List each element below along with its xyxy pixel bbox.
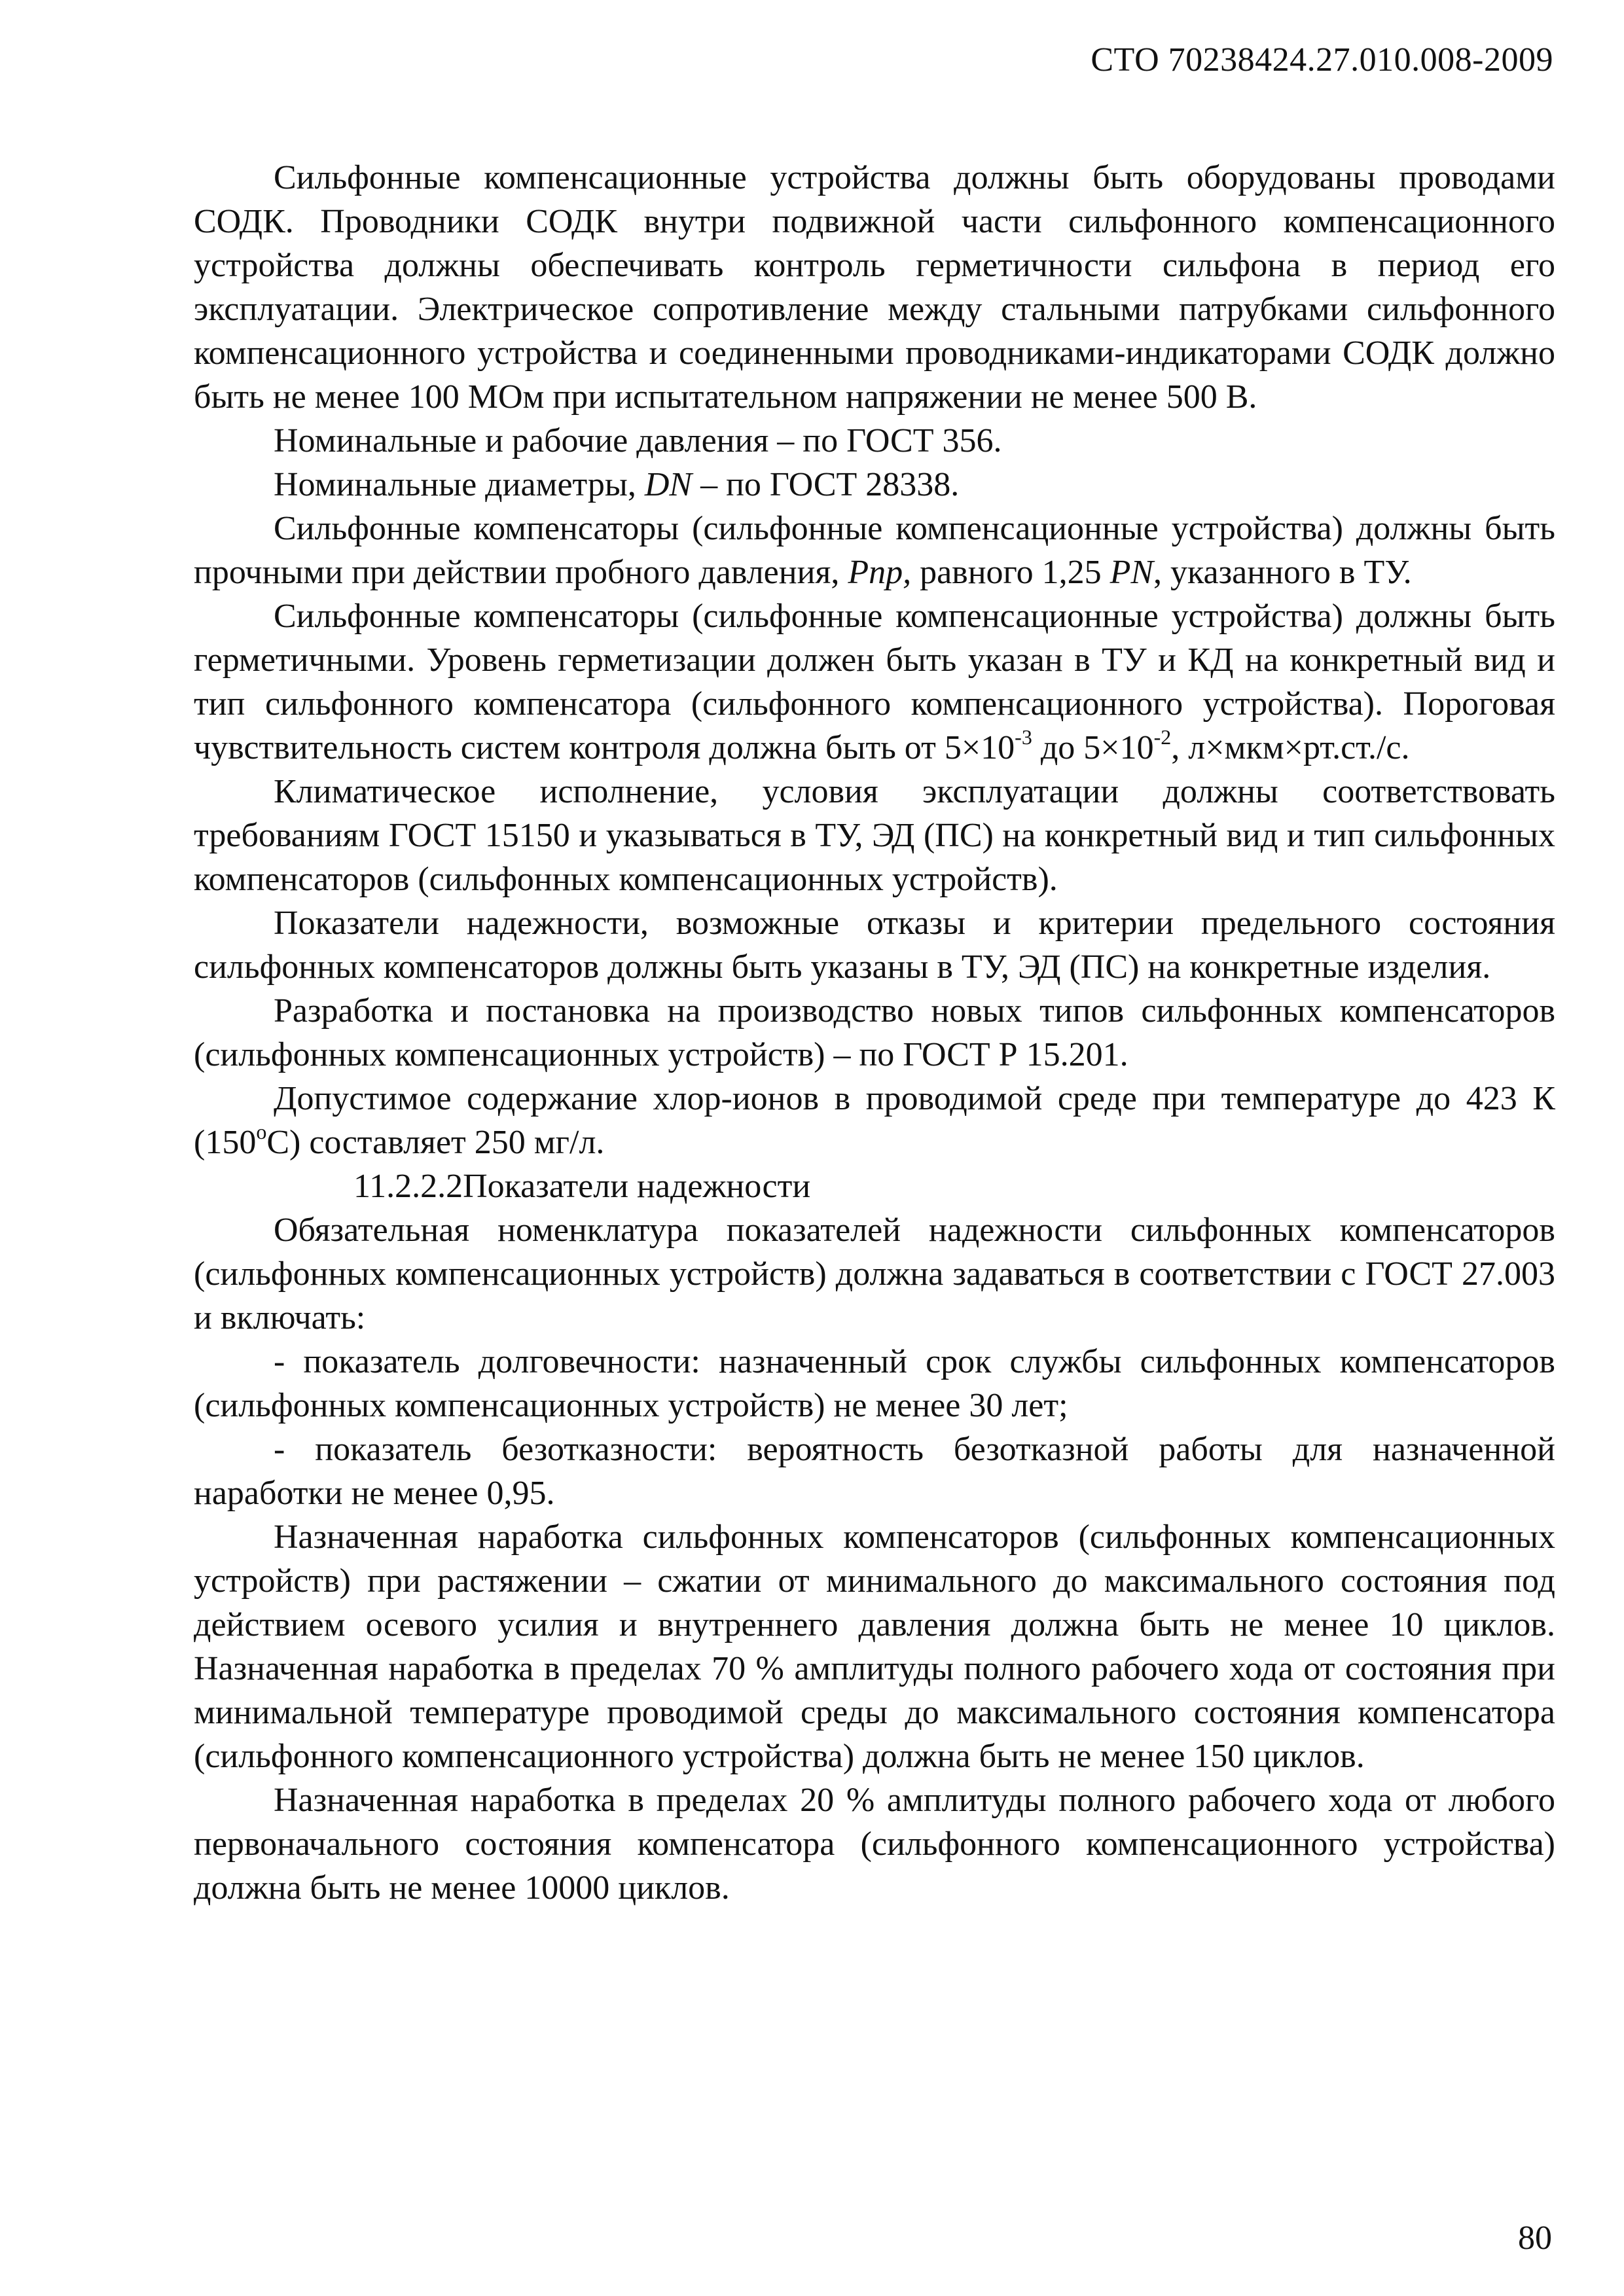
paragraph-text: , л×мкм×рт.ст./с. [1171,729,1410,766]
paragraph-nomenclature: Обязательная номенклатура показателей надежности сильфонных компенсаторов (сильфонных компенсационных устройств) должна задаваться в соответствии с ГОСТ 27.003 и включать: [194,1211,1555,1336]
document-code-header: СТО 70238424.27.010.008-2009 [1091,41,1553,79]
section-heading [194,1164,1555,1208]
pn-symbol: PN [1110,554,1154,591]
paragraph-sodk-wires: Сильфонные компенсационные устройства должны быть оборудованы проводами СОДК. Проводники СОДК внутри подвижной части сильфонного компенсационного устройства должны обеспечивать контроль герметичности сильфона в период его эксплуатации. Электрическое сопротивление между стальными патрубками сильфонного компенсационного устройства и соединенными проводниками-индикаторами СОДК должно быть не менее 100 МОм при испытательном напряжении не менее 500 В. [194,159,1555,416]
document-body [194,156,1555,1910]
paragraph-text: , указанного в ТУ. [1153,554,1412,591]
page-number: 80 [1518,2219,1552,2257]
paragraph-text: С) составляет 250 мг/л. [266,1124,605,1161]
paragraph-text: Допустимое содержание хлор-ионов в проводимой среде при температуре до 423 К (150 [194,1080,1555,1161]
paragraph-development: Разработка и постановка на производство новых типов сильфонных компенсаторов (сильфонных компенсационных устройств) – по ГОСТ Р 15.201. [194,992,1555,1073]
paragraph-assigned-operating-time: Назначенная наработка сильфонных компенсаторов (сильфонных компенсационных устройств) при растяжении – сжатии от минимального до максимального состояния под действием осевого усилия и внутреннего давления должна быть не менее 10 циклов. Назначенная наработка в пределах 70 % амплитуды полного рабочего хода от состояния при минимальной температуре проводимой среды до максимального состояния компенсатора (сильфонного компенсационного устройства) должна быть не менее 150 циклов. [194,1518,1555,1775]
exponent: -3 [1015,725,1032,749]
degree-superscript: о [256,1120,267,1143]
paragraph-chlorine [194,1077,1555,1164]
paragraph-text: до 5×10 [1032,729,1154,766]
list-item-durability: - показатель долговечности: назначенный срок службы сильфонных компенсаторов (сильфонных компенсационных устройств) не менее 30 лет; [194,1343,1555,1424]
dn-symbol: DN [644,466,693,503]
paragraph-text: – по ГОСТ 28338. [692,466,960,503]
paragraph-tightness [194,594,1555,770]
paragraph-text: равного 1,25 [911,554,1110,591]
exponent: -2 [1153,725,1172,749]
paragraph-climatic: Климатическое исполнение, условия эксплуатации должны соответствовать требованиям ГОСТ 15150 и указываться в ТУ, ЭД (ПС) на конкретный вид и тип сильфонных компенсаторов (сильфонных компенсационных устройств). [194,773,1555,898]
paragraph-assigned-operating-time-20: Назначенная наработка в пределах 20 % амплитуды полного рабочего хода от любого первоначального состояния компенсатора (сильфонного компенсационного устройства) должна быть не менее 10000 циклов. [194,1782,1555,1907]
paragraph-nominal-diameters [194,463,1555,507]
ppr-symbol: Рпр, [848,554,912,591]
paragraph-text: Номинальные диаметры, [274,466,645,503]
section-number: 11.2.2.2 [353,1168,463,1205]
paragraph-strength [194,507,1555,594]
section-title: Показатели надежности [463,1168,811,1205]
paragraph-reliability-indicators: Показатели надежности, возможные отказы и критерии предельного состояния сильфонных компенсаторов должны быть указаны в ТУ, ЭД (ПС) на конкретные изделия. [194,905,1555,986]
list-item-reliability: - показатель безотказности: вероятность безотказной работы для назначенной наработки не менее 0,95. [194,1431,1555,1512]
paragraph-text: Сильфонные компенсаторы (сильфонные компенсационные устройства) должны быть прочными при действии пробного давления, [194,510,1555,591]
paragraph-text: Сильфонные компенсаторы (сильфонные компенсационные устройства) должны быть герметичными. Уровень герметизации должен быть указан в ТУ и КД на конкретный вид и тип сильфонного компенсатора (сильфонного компенсационного устройства). Пороговая чувствительность систем контроля должна быть от 5×10 [194,598,1555,766]
paragraph-nominal-pressures: Номинальные и рабочие давления – по ГОСТ 356. [274,422,1002,459]
